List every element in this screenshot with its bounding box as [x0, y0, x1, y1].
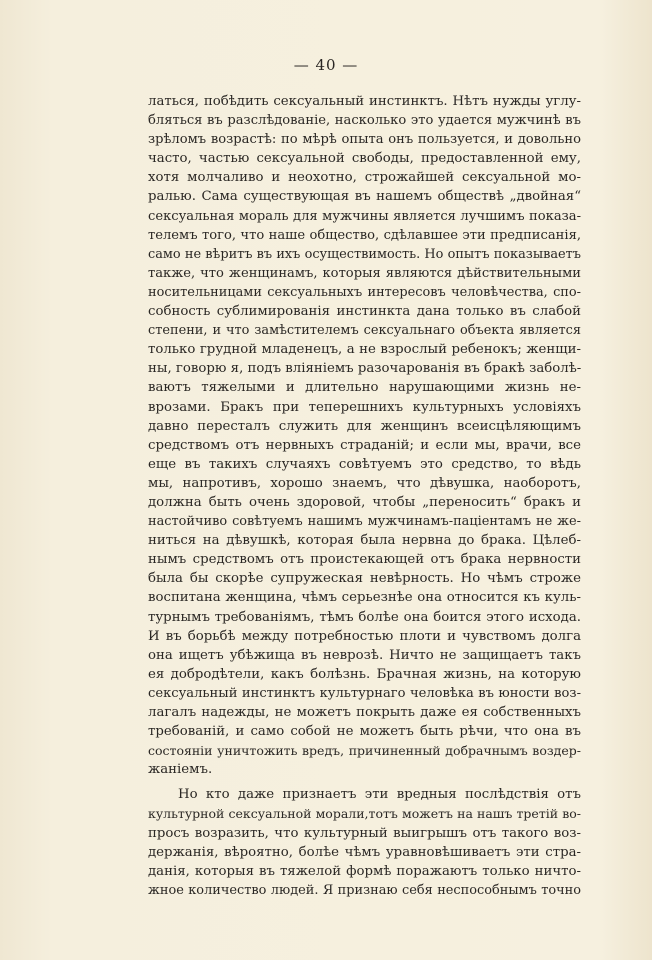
- text-line: телемъ того, что наше общество, сдѣлавшее эти предписанія,: [148, 227, 581, 243]
- text-line: бляться въ разслѣдованіе, насколько это удается мужчинѣ въ: [148, 113, 581, 129]
- text-line: ея добродѣтели, какъ болѣзнь. Брачная жизнь, на которую: [148, 666, 581, 682]
- text-line: состояніи уничтожить вредъ, причиненный добрачнымъ воздер-: [148, 743, 581, 759]
- text-line: собность сублимированія инстинкта дана только въ слабой: [148, 304, 581, 320]
- text-line: только грудной младенецъ, а не взрослый ребенокъ; женщи-: [148, 342, 581, 358]
- text-line: само не вѣритъ въ ихъ осуществимость. Но опытъ показываетъ: [148, 246, 581, 262]
- text-line: степени, и что замѣстителемъ сексуальнаго объекта является: [148, 323, 581, 339]
- text-line: И въ борьбѣ между потребностью плоти и чувствомъ долга: [148, 628, 581, 644]
- text-line: врозами. Бракъ при теперешнихъ культурныхъ условіяхъ: [148, 399, 581, 415]
- text-line: держанія, вѣроятно, болѣе чѣмъ уравновѣшиваетъ эти стра-: [148, 844, 581, 860]
- text-line: Но кто даже признаетъ эти вредныя послѣдствія отъ: [178, 787, 581, 803]
- text-line: еще въ такихъ случаяхъ совѣтуемъ это средство, то вѣдь: [148, 456, 581, 472]
- text-line: лагалъ надежды, не можетъ покрыть даже ея собственныхъ: [148, 705, 581, 720]
- text-line: ны, говорю я, подъ вліяніемъ разочарованія въ бракѣ заболѣ-: [148, 361, 582, 377]
- text-line: давно пересталъ служить для женщинъ всеисцѣляющимъ: [148, 418, 581, 434]
- text-line: данія, которыя въ тяжелой формѣ поражаютъ только ничто-: [148, 863, 581, 879]
- text-line: зрѣломъ возрастѣ: по мѣрѣ опыта онъ пользуется, и довольно: [148, 132, 581, 148]
- text-line: средствомъ отъ нервныхъ страданій; и если мы, врачи, все: [148, 437, 581, 453]
- text-line: она ищетъ убѣжища въ неврозѣ. Ничто не защищаетъ такъ: [148, 647, 581, 663]
- text-line: сексуальная мораль для мужчины является лучшимъ показа-: [148, 208, 581, 224]
- text-line: турнымъ требованіямъ, тѣмъ болѣе она боится этого исхода.: [148, 609, 581, 625]
- text-line: хотя молчаливо и неохотно, строжайшей сексуальной мо-: [148, 170, 581, 186]
- text-line: воспитана женщина, чѣмъ серьезнѣе она относится къ куль-: [148, 590, 581, 606]
- text-line: культурной сексуальной морали,тотъ можетъ на нашъ третій во-: [148, 806, 581, 822]
- text-line: носительницами сексуальныхъ интересовъ человѣчества, спо-: [148, 284, 581, 300]
- text-line: требованій, и само собой не можетъ быть рѣчи, что она въ: [148, 724, 581, 740]
- paragraph-1: [148, 92, 581, 779]
- text-line: также, что женщинамъ, которыя являются дѣйствительными: [148, 265, 581, 281]
- text-line: ралью. Сама существующая въ нашемъ обществѣ „двойная“: [148, 189, 581, 205]
- text-line: жное количество людей. Я признаю себя неспособнымъ точно: [148, 882, 581, 898]
- text-line: ниться на дѣвушкѣ, которая была нервна до брака. Цѣлеб-: [148, 533, 581, 549]
- text-line: нымъ средствомъ отъ проистекающей отъ брака нервности: [148, 552, 581, 568]
- page-number: — 40 —: [293, 56, 359, 74]
- text-line: сексуальный инстинктъ культурнаго человѣка въ юности воз-: [148, 685, 581, 701]
- text-line: была бы скорѣе супружеская невѣрность. Но чѣмъ строже: [148, 571, 581, 587]
- text-line: должна быть очень здоровой, чтобы „переносить“ бракъ и: [148, 494, 581, 510]
- body-text: [148, 92, 581, 900]
- text-line: настойчиво совѣтуемъ нашимъ мужчинамъ-паціентамъ не же-: [148, 514, 581, 530]
- paragraph-2: [148, 785, 581, 900]
- text-line: ваютъ тяжелыми и длительно нарушающими жизнь не-: [148, 380, 581, 396]
- text-line: латься, побѣдить сексуальный инстинктъ. Нѣтъ нужды углу-: [148, 94, 581, 109]
- text-line: часто, частью сексуальной свободы, предоставленной ему,: [148, 151, 581, 167]
- text-line: просъ возразить, что культурный выигрышъ отъ такого воз-: [148, 825, 581, 841]
- text-line: жаніемъ.: [148, 762, 213, 778]
- text-line: мы, напротивъ, хорошо знаемъ, что дѣвушка, наоборотъ,: [148, 475, 581, 491]
